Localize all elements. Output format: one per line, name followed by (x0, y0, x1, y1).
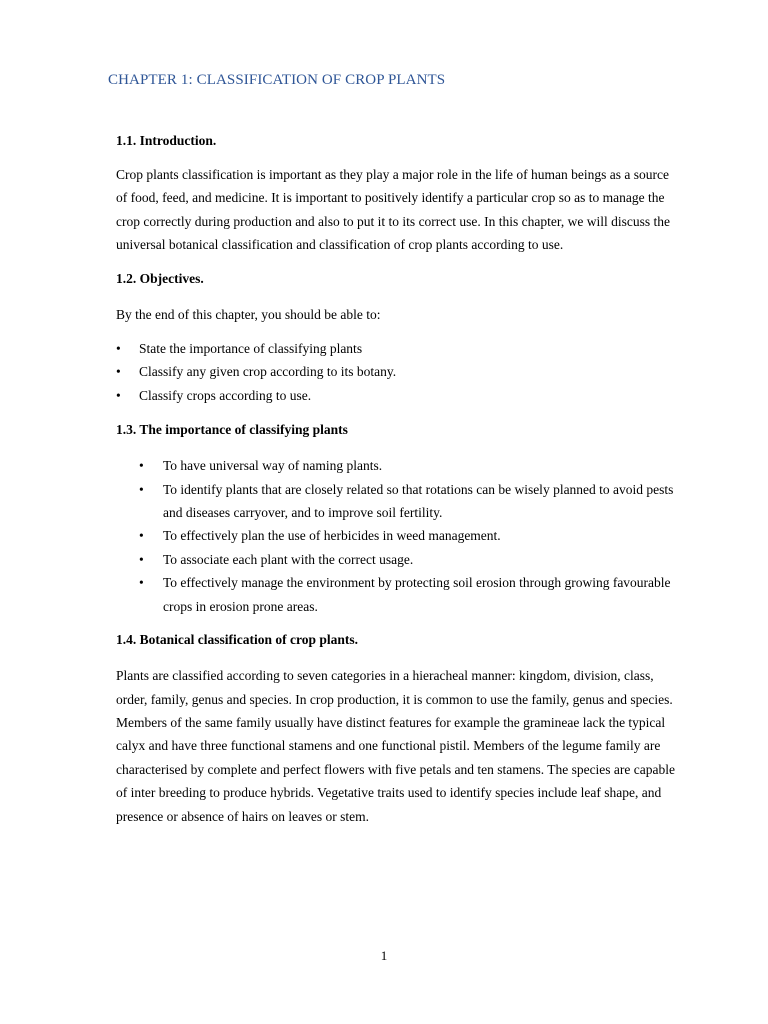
botanical-paragraph: Plants are classified according to seven categories in a hieracheal manner: kingdom, division, class, order, family, genus and species. In crop production, it is common to use the family, genus and species. Members of the same family usually have distinct features for example the gramineae lack the typical calyx and have three functional stamens and one functional pistil. Members of the legume family are characterised by complete and perfect flowers with five petals and ten stamens. The species are capable of inter breeding to produce hybrids. Vegetative traits used to identify species include leaf shape, and presence or absence of hairs on leaves or stem. (116, 668, 676, 824)
chapter-title: CHAPTER 1: CLASSIFICATION OF CROP PLANTS (108, 72, 446, 88)
objectives-heading: 1.2. Objectives. (116, 270, 204, 286)
bullet-icon: • (116, 341, 121, 357)
botanical-heading: 1.4. Botanical classification of crop plants. (116, 632, 359, 648)
importance-list (116, 454, 676, 618)
list-item: • State the importance of classifying plants (116, 337, 676, 360)
objectives-list (116, 337, 676, 407)
introduction-heading: 1.1. Introduction. (116, 133, 217, 148)
bullet-icon: • (139, 551, 144, 567)
bullet-icon: • (139, 481, 144, 497)
list-item: • To effectively manage the environment by protecting soil erosion through growing favourable crops in erosion prone areas. (116, 571, 676, 618)
bullet-icon: • (139, 528, 144, 544)
list-item: • Classify crops according to use. (116, 384, 676, 407)
list-item: • To have universal way of naming plants. (116, 454, 676, 477)
bullet-icon: • (139, 575, 144, 591)
list-item: • To identify plants that are closely related so that rotations can be wisely planned to avoid pests and diseases carryover, and to improve soil fertility. (116, 478, 676, 525)
introduction-paragraph: Crop plants classification is important as they play a major role in the life of human beings as a source of food, feed, and medicine. It is important to positively identify a particular crop so as to manage the crop correctly during production and also to put it to its correct use. In this chapter, we will discuss the universal botanical classification and classification of crop plants according to use. (116, 167, 670, 253)
bullet-icon: • (116, 387, 121, 403)
objectives-lead: By the end of this chapter, you should be able to: (116, 306, 381, 322)
bullet-icon: • (139, 458, 144, 474)
bullet-icon: • (116, 364, 121, 380)
importance-heading: 1.3. The importance of classifying plants (116, 422, 348, 438)
page-number: 1 (380, 948, 388, 963)
list-item: • To associate each plant with the correct usage. (116, 548, 676, 571)
document-content (116, 131, 676, 828)
list-item: • To effectively plan the use of herbicides in weed management. (116, 524, 676, 547)
list-item: • Classify any given crop according to its botany. (116, 360, 676, 383)
